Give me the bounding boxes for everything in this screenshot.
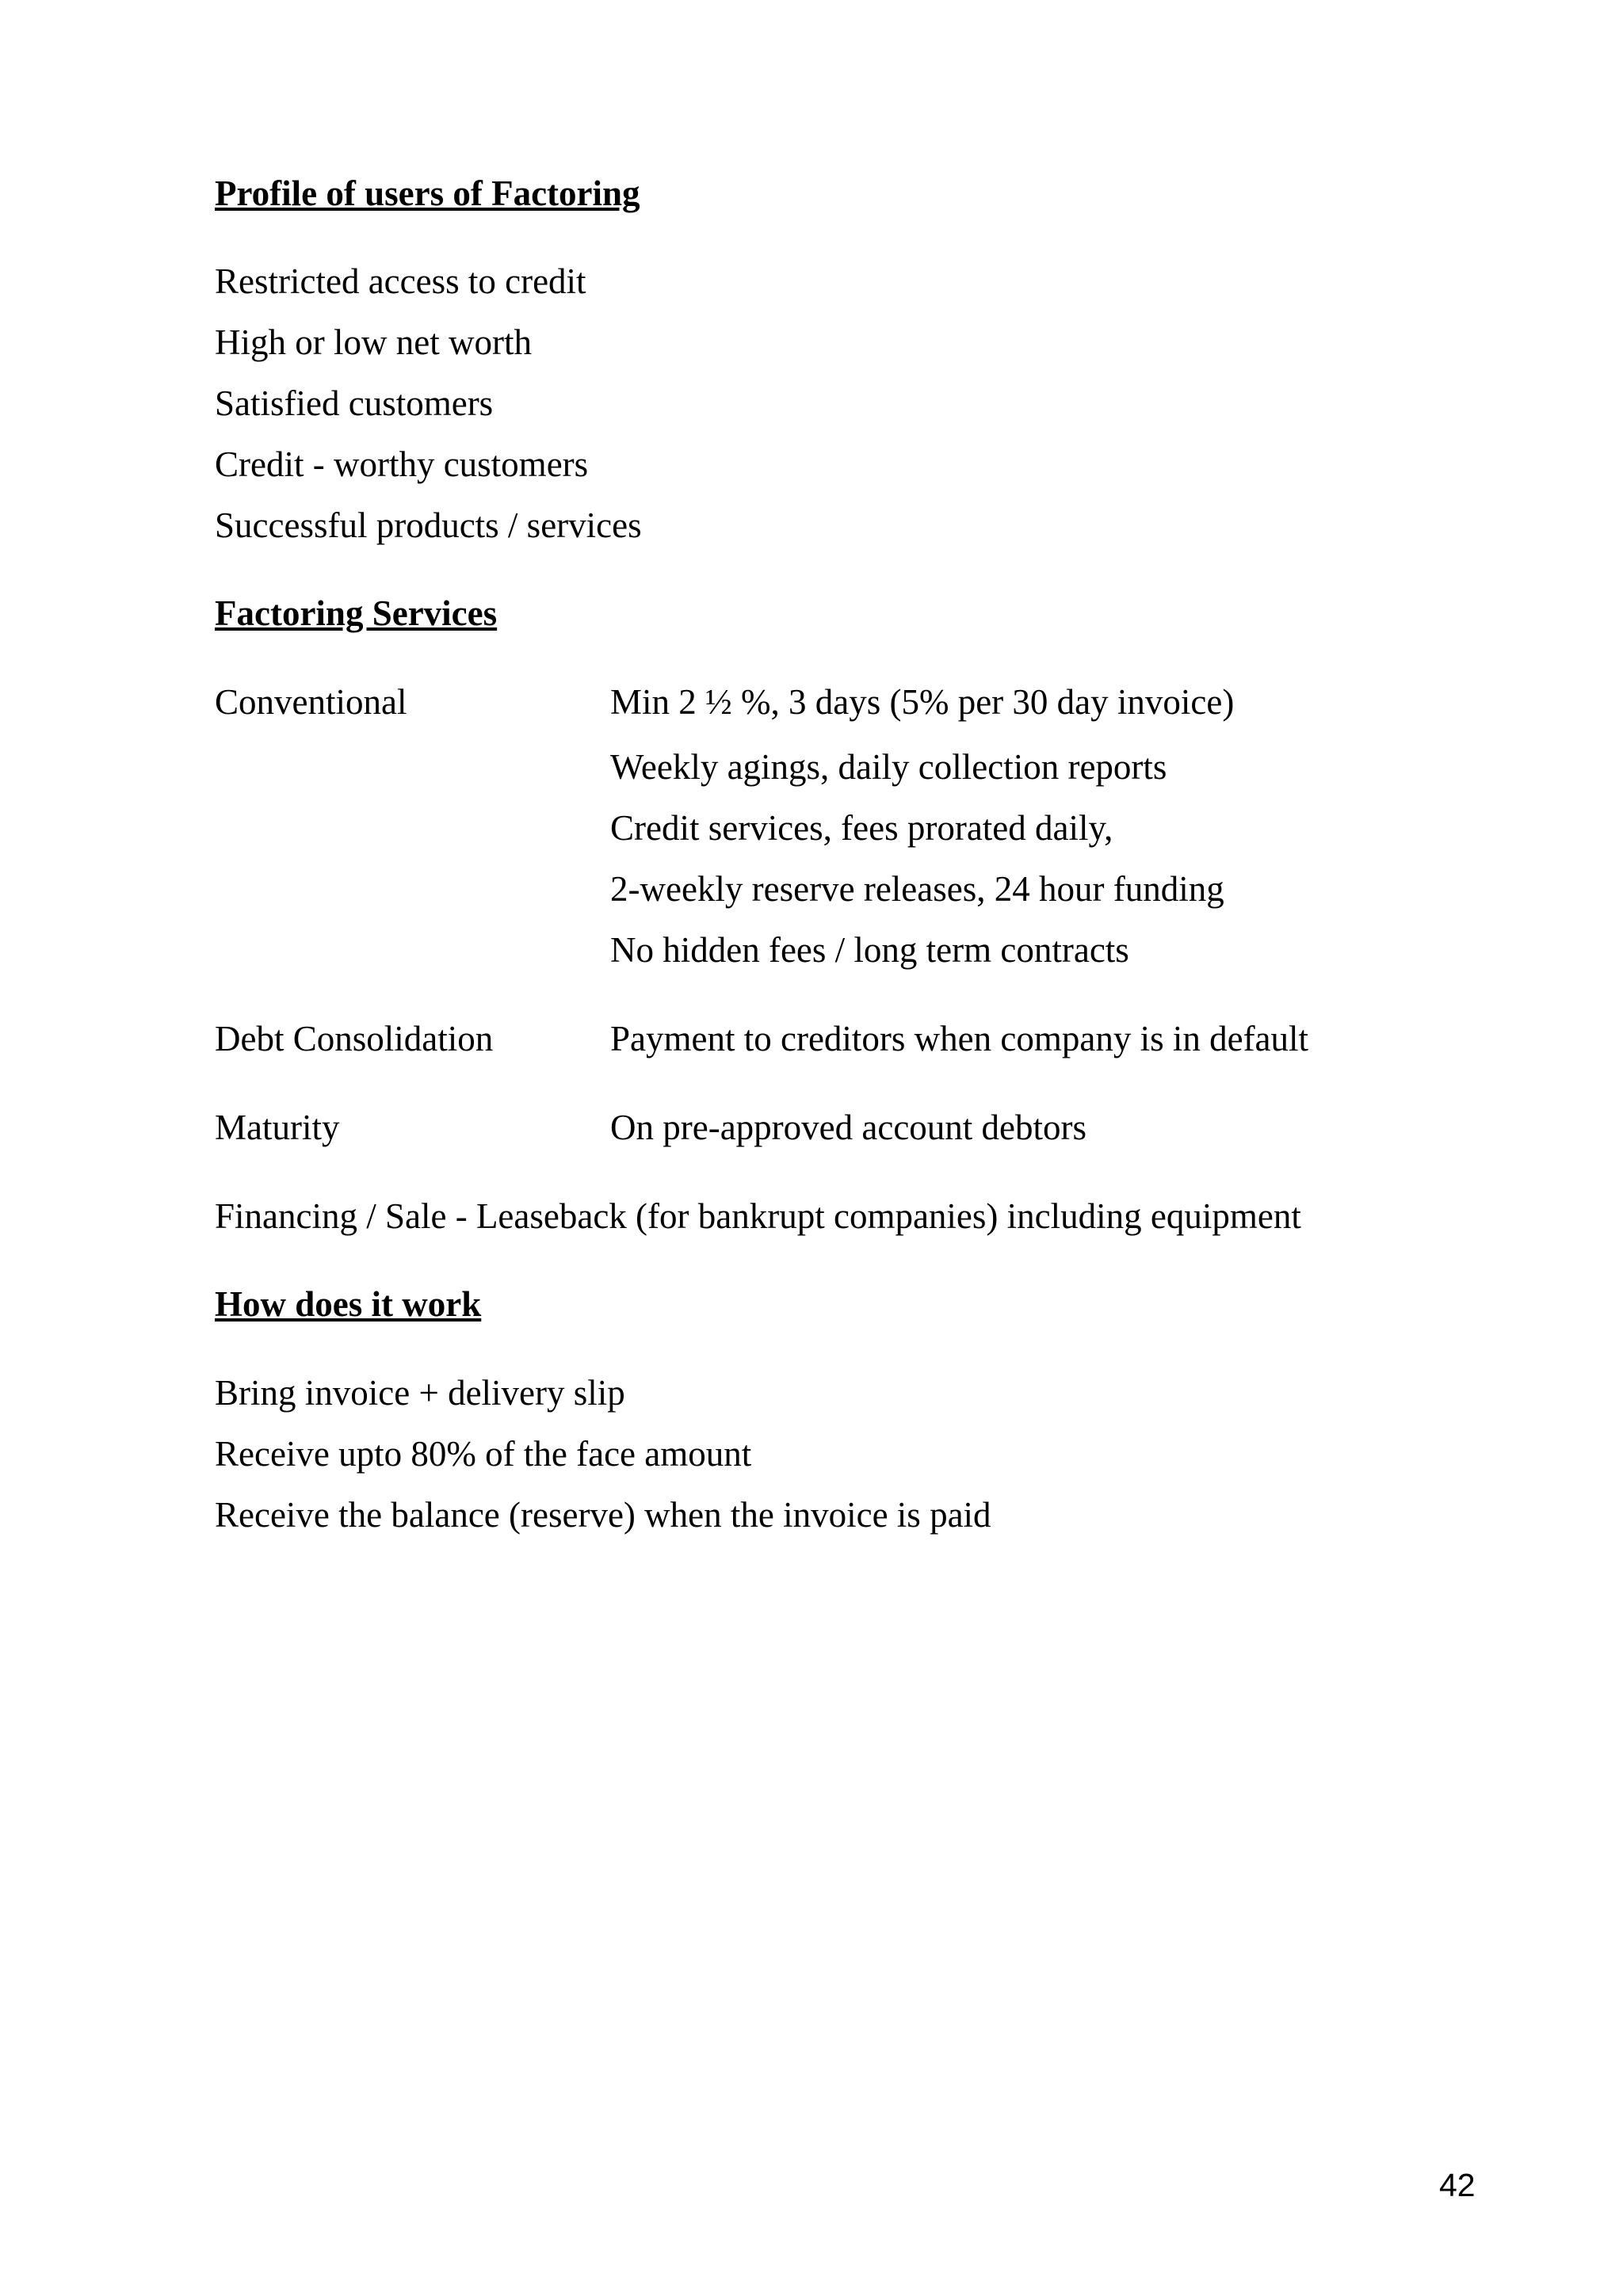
- conventional-term: Conventional: [215, 682, 407, 722]
- conventional-line: Credit services, fees prorated daily,: [610, 808, 1113, 848]
- conventional-line: 2-weekly reserve releases, 24 hour funding: [610, 869, 1224, 909]
- page-number: 42: [1439, 2167, 1476, 2203]
- financing-line: Financing / Sale - Leaseback (for bankrupt companies) including equipment: [215, 1196, 1301, 1236]
- how-item: Receive the balance (reserve) when the invoice is paid: [215, 1495, 991, 1535]
- debt-consolidation-term: Debt Consolidation: [215, 1019, 494, 1058]
- profile-item: Credit - worthy customers: [215, 444, 589, 484]
- how-heading: How does it work: [215, 1284, 482, 1324]
- services-heading: Factoring Services: [215, 593, 498, 633]
- profile-item: High or low net worth: [215, 322, 532, 362]
- debt-consolidation-desc: Payment to creditors when company is in default: [610, 1019, 1309, 1058]
- profile-item: Successful products / services: [215, 505, 642, 545]
- conventional-line: Weekly agings, daily collection reports: [610, 747, 1167, 787]
- how-item: Bring invoice + delivery slip: [215, 1373, 625, 1413]
- profile-heading: Profile of users of Factoring: [215, 174, 640, 213]
- profile-item: Restricted access to credit: [215, 261, 586, 301]
- conventional-line: No hidden fees / long term contracts: [610, 930, 1129, 970]
- how-item: Receive upto 80% of the face amount: [215, 1434, 752, 1474]
- maturity-term: Maturity: [215, 1108, 340, 1147]
- profile-item: Satisfied customers: [215, 383, 494, 423]
- maturity-desc: On pre-approved account debtors: [610, 1108, 1087, 1147]
- conventional-line: Min 2 ½ %, 3 days (5% per 30 day invoice): [610, 682, 1235, 722]
